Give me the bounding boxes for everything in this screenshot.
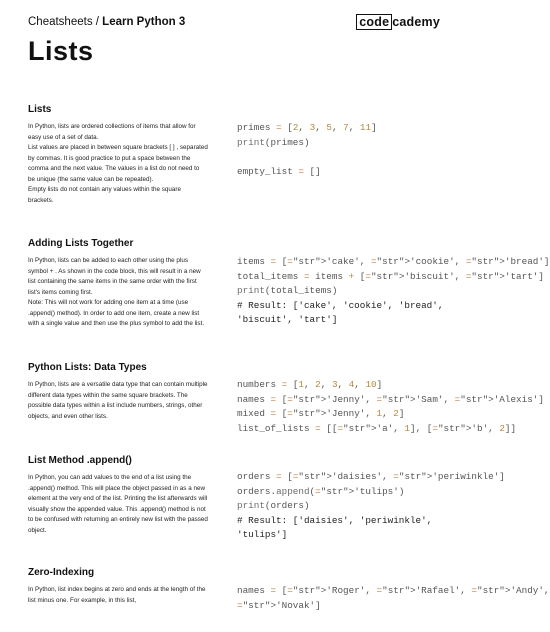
page-title: Lists: [28, 36, 94, 66]
desc-paragraph: In Python, lists are ordered collections of items that allow for easy use of a set of data.: [28, 123, 196, 141]
code-comment-line: 'biscuit', 'tart']: [237, 314, 338, 326]
code-line: items = [="str">'cake', ="str">'cookie', ="str">'bread']: [237, 256, 550, 267]
code-line: names = [="str">'Roger', ="str">'Rafael', ="str">'Andy',: [237, 585, 550, 596]
desc-paragraph: List values are placed in between square brackets [ ] , separated by commas. It is good practice to put a space between the comma and the next value. The values in a list do not need to be unique (the same value can be repeated).: [28, 144, 208, 183]
desc-paragraph: In Python, lists can be added to each other using the plus symbol + . As shown in the code block, this will result in a new list containing the same items in the same order with the first list's items coming first.: [28, 257, 201, 296]
code-line: print(total_items): [237, 285, 338, 297]
section-description: [28, 256, 208, 330]
breadcrumb-link-cheatsheets[interactable]: Cheatsheets: [28, 16, 93, 28]
desc-paragraph: In Python, list index begins at zero and ends at the length of the list minus one. For example, in this list,: [28, 586, 206, 604]
code-comment-line: 'tulips']: [237, 529, 288, 541]
desc-paragraph: Empty lists do not contain any values within the square brackets.: [28, 186, 181, 204]
code-line: mixed = [="str">'Jenny', 1, 2]: [237, 408, 405, 420]
section-heading: List Method .append(): [28, 455, 132, 466]
breadcrumb-separator: /: [92, 16, 103, 28]
section-description: [28, 122, 208, 206]
section-heading: Lists: [28, 104, 52, 115]
code-block: [237, 470, 505, 543]
code-line: total_items = items + [="str">'biscuit', ="str">'tart']: [237, 270, 544, 282]
code-line: ="str">'Novak']: [237, 599, 321, 611]
code-line: empty_list = []: [237, 165, 321, 177]
section-append: [28, 455, 505, 541]
desc-paragraph: In Python, lists are a versatile data type that can contain multiple different data types within the same square brackets. The possible data types within a list include numbers, strings, other objects, and even other lists.: [28, 381, 208, 420]
logo-code-box: code: [356, 14, 392, 30]
section-zero-indexing: [28, 567, 550, 611]
desc-paragraph: Note: This will not work for adding one item at a time (use .append() method). In order to add one item, create a new list with a single value and then use the plus symbol to add the list.: [28, 299, 205, 327]
code-line: names = [="str">'Jenny', ="str">'Sam', ="str">'Alexis']: [237, 393, 544, 405]
code-block: [237, 255, 550, 328]
logo-cademy-text: cademy: [392, 15, 440, 29]
desc-paragraph: In Python, you can add values to the end of a list using the .append() method. This will place the object passed in as a new element at the very end of the list. Printing the list afterwards will visually show the appended value. This .append() method is not to be confused with returning an entirely new list with the passed object.: [28, 474, 208, 534]
code-block: [237, 584, 550, 613]
section-description: [28, 473, 208, 536]
code-line: orders.append(="str">'tulips'): [237, 485, 405, 497]
code-line: numbers = [1, 2, 3, 4, 10]: [237, 379, 383, 390]
section-description: [28, 585, 208, 606]
code-line: primes = [2, 3, 5, 7, 11]: [237, 122, 377, 133]
code-comment-line: # Result: ['daisies', 'periwinkle',: [237, 514, 433, 526]
section-adding-lists: [28, 238, 550, 327]
code-comment-line: # Result: ['cake', 'cookie', 'bread',: [237, 299, 444, 311]
code-block: [237, 378, 544, 436]
section-heading: Python Lists: Data Types: [28, 362, 147, 373]
breadcrumb-current[interactable]: Learn Python 3: [102, 16, 186, 28]
section-heading: Adding Lists Together: [28, 238, 134, 249]
code-line: list_of_lists = [[="str">'a', 1], [="str">'b', 2]]: [237, 422, 517, 434]
section-data-types: [28, 362, 544, 434]
code-line: [237, 150, 377, 165]
page-header: [28, 16, 446, 28]
section-description: [28, 380, 208, 422]
code-line: print(orders): [237, 500, 310, 512]
code-line: print(primes): [237, 136, 310, 148]
section-heading: Zero-Indexing: [28, 567, 95, 578]
codecademy-logo[interactable]: [356, 15, 440, 29]
code-line: orders = [="str">'daisies', ="str">'periwinkle']: [237, 471, 505, 482]
code-block: [237, 121, 377, 179]
section-lists: [28, 104, 446, 204]
